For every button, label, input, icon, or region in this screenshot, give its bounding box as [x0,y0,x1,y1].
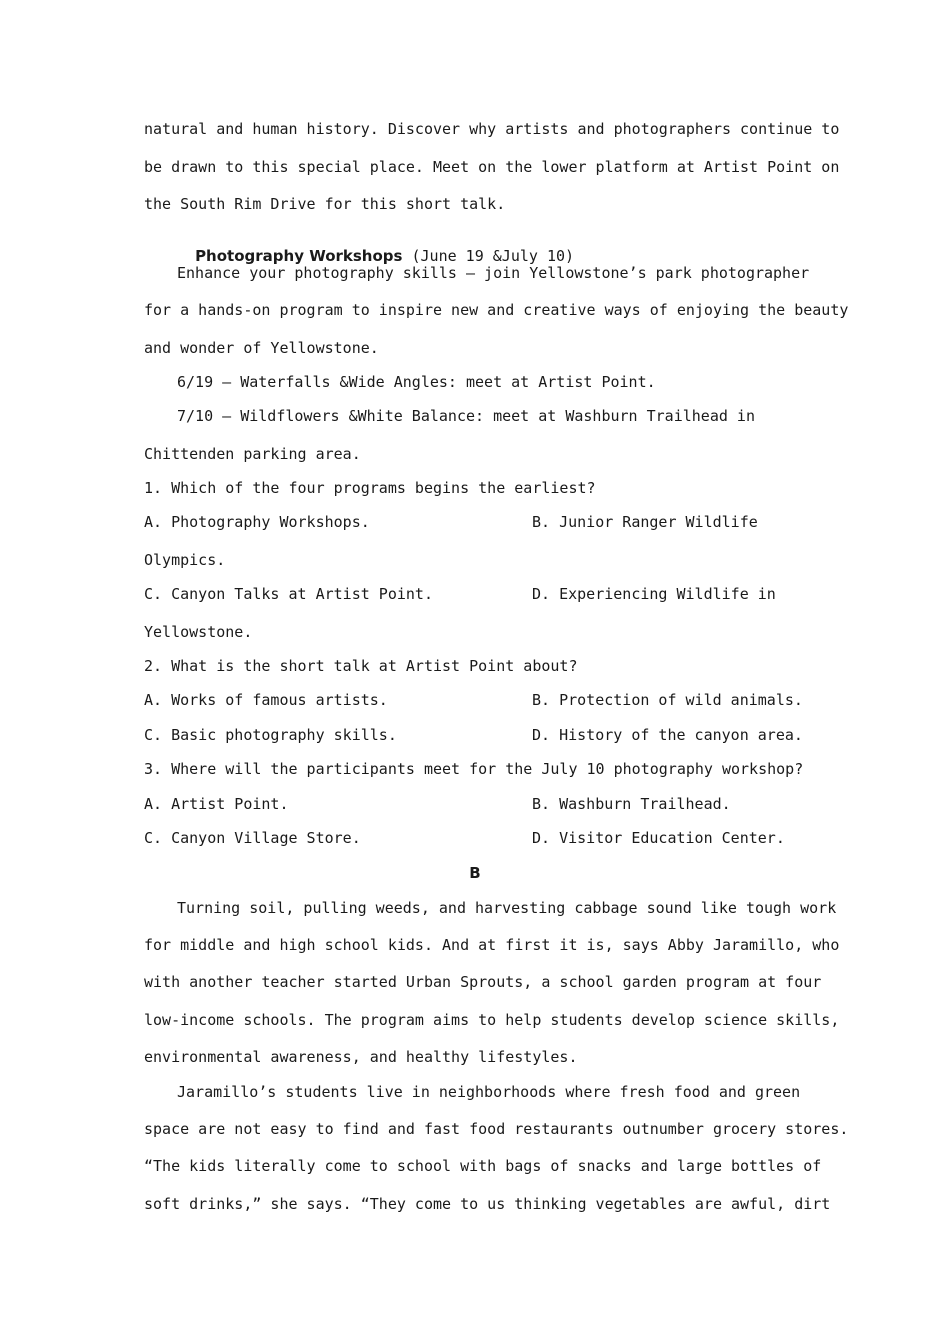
option-d: D. Visitor Education Center. [532,829,785,847]
schedule-item: Chittenden parking area. [144,445,361,463]
body-text-line: natural and human history. Discover why artists and photographers continue to [144,120,840,138]
option-c: C. Basic photography skills. [144,726,397,744]
option-a: A. Works of famous artists. [144,691,388,709]
option-a: A. Artist Point. [144,795,289,813]
question-stem: 3. Where will the participants meet for the July 10 photography workshop? [144,760,804,778]
option-d-wrap: Yellowstone. [144,623,253,641]
body-text-line: space are not easy to find and fast food restaurants outnumber grocery stores. [144,1120,849,1138]
workshop-heading [177,229,574,265]
body-text-line: for middle and high school kids. And at first it is, says Abby Jaramillo, who [144,936,840,954]
option-c: C. Canyon Village Store. [144,829,361,847]
body-text-line: and wonder of Yellowstone. [144,339,379,357]
option-b: B. Washburn Trailhead. [532,795,731,813]
body-text-line: Enhance your photography skills — join Yellowstone’s park photographer [177,264,810,282]
option-d: D. History of the canyon area. [532,726,803,744]
body-text-line: low-income schools. The program aims to help students develop science skills, [144,1011,840,1029]
option-b-wrap: Olympics. [144,551,226,569]
question-stem: 1. Which of the four programs begins the earliest? [144,479,596,497]
body-text-line: soft drinks,” she says. “They come to us thinking vegetables are awful, dirt [144,1195,831,1213]
section-heading: B [469,864,481,882]
schedule-item: 7/10 — Wildflowers &White Balance: meet at Washburn Trailhead in [177,407,755,425]
body-text-line: “The kids literally come to school with bags of snacks and large bottles of [144,1157,822,1175]
body-text-line: Turning soil, pulling weeds, and harvesting cabbage sound like tough work [177,899,837,917]
body-text-line: Jaramillo’s students live in neighborhoods where fresh food and green [177,1083,801,1101]
option-a: A. Photography Workshops. [144,513,370,531]
workshop-dates: (June 19 &July 10) [402,247,575,265]
schedule-item: 6/19 — Waterfalls &Wide Angles: meet at Artist Point. [177,373,656,391]
body-text-line: with another teacher started Urban Sprouts, a school garden program at four [144,973,822,991]
body-text-line: environmental awareness, and healthy lifestyles. [144,1048,578,1066]
body-text-line: be drawn to this special place. Meet on the lower platform at Artist Point on [144,158,840,176]
option-d: D. Experiencing Wildlife in [532,585,776,603]
option-b: B. Junior Ranger Wildlife [532,513,758,531]
workshop-title: Photography Workshops [195,247,403,265]
option-b: B. Protection of wild animals. [532,691,803,709]
option-c: C. Canyon Talks at Artist Point. [144,585,433,603]
body-text-line: the South Rim Drive for this short talk. [144,195,506,213]
body-text-line: for a hands-on program to inspire new and creative ways of enjoying the beauty [144,301,849,319]
question-stem: 2. What is the short talk at Artist Point about? [144,657,578,675]
